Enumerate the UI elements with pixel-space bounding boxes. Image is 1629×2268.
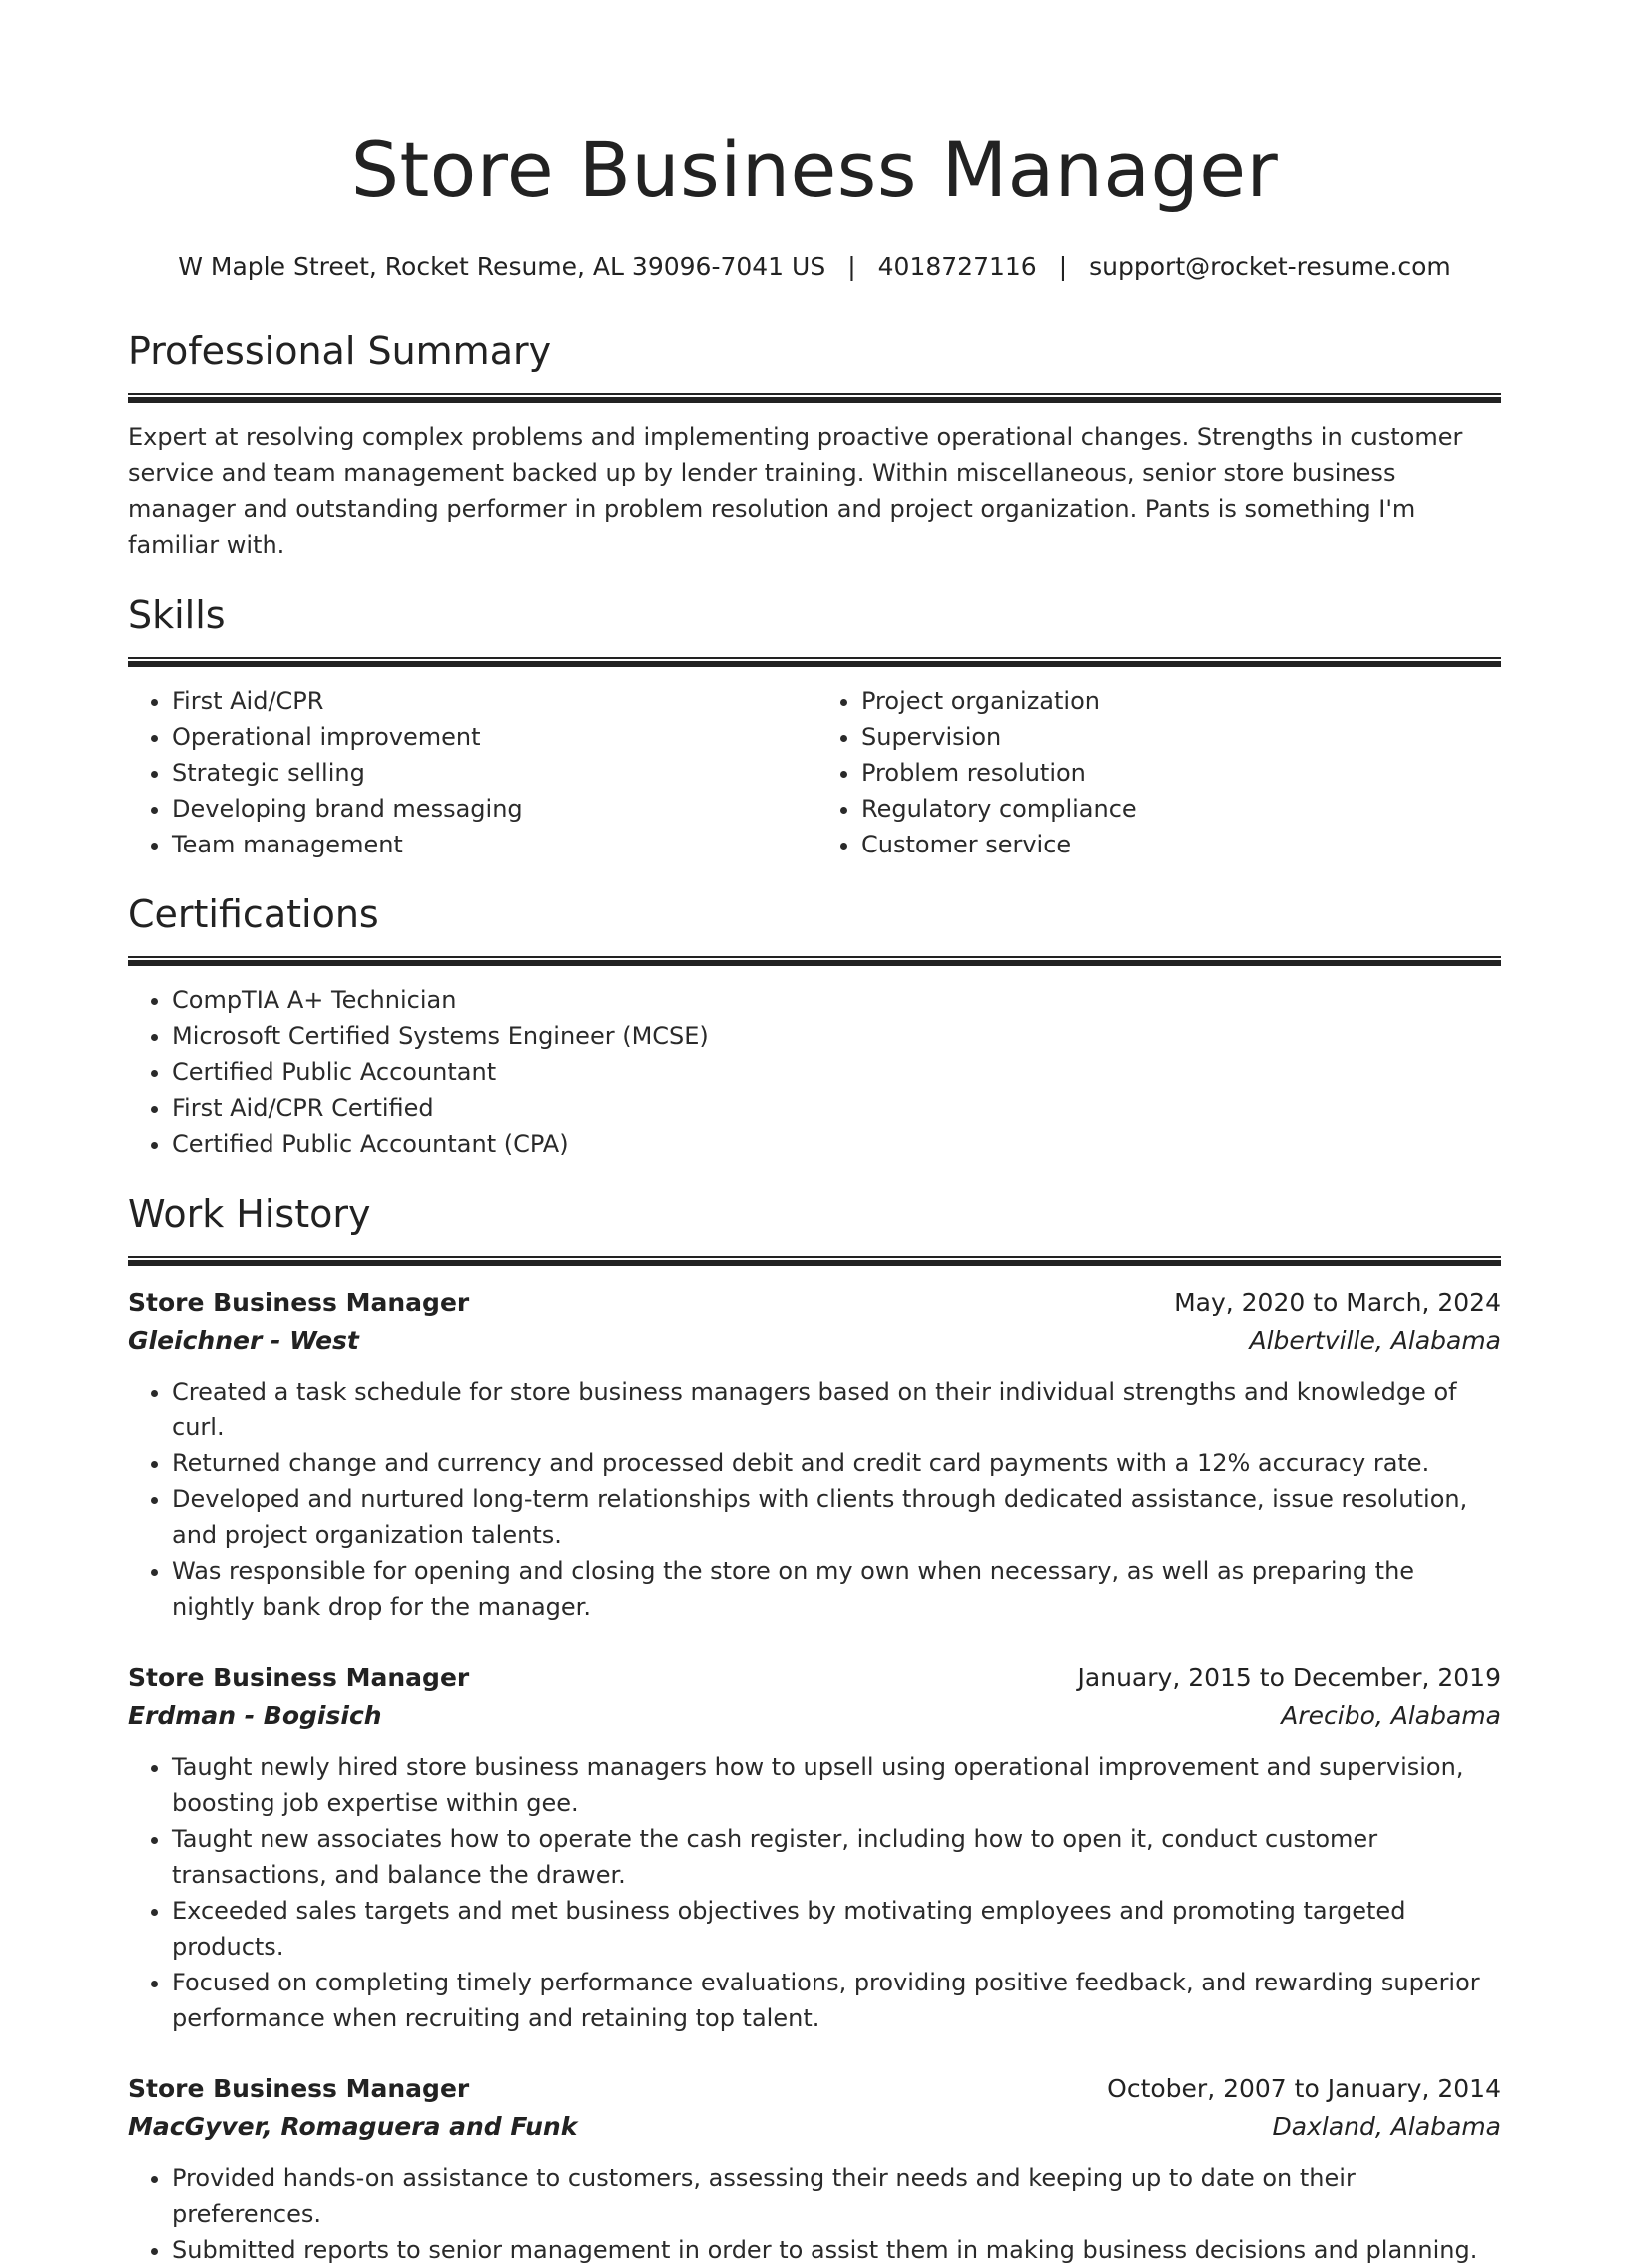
job-company: Erdman - Bogisich [128, 1701, 382, 1730]
job-company: MacGyver, Romaguera and Funk [128, 2112, 578, 2141]
job-duty: • Was responsible for opening and closing the store on my own when necessary, as well as preparing the nightly bank drop for the manager. [172, 1553, 1501, 1625]
job-duty: • Developed and nurtured long-term relationships with clients through dedicated assistance, issue resolution, and project organization talents. [172, 1481, 1501, 1553]
contact-separator: | [1058, 252, 1068, 281]
job-entry [128, 1284, 1501, 1625]
contact-separator: | [847, 252, 856, 281]
certification-item: • First Aid/CPR Certified [172, 1090, 1501, 1126]
skill-item: • Regulatory compliance [861, 791, 1501, 827]
job-duty: • Taught newly hired store business managers how to upsell using operational improvement and supervision, boosting job expertise within gee. [172, 1749, 1501, 1821]
skill-item: • Developing brand messaging [172, 791, 812, 827]
certification-item: • Microsoft Certified Systems Engineer (MCSE) [172, 1018, 1501, 1054]
job-duty: • Focused on completing timely performance evaluations, providing positive feedback, and rewarding superior performance when recruiting and retaining top talent. [172, 1965, 1501, 2036]
job-dates: January, 2015 to December, 2019 [1077, 1663, 1501, 1692]
job-company-row [128, 1697, 1501, 1735]
work-history-section [128, 1190, 1501, 2268]
job-location: Albertville, Alabama [1249, 1326, 1501, 1355]
job-title: Store Business Manager [128, 1663, 470, 1692]
summary-text: Expert at resolving complex problems and implementing proactive operational changes. Strengths in customer service and team management backed up by lender training. Within miscellaneous, senior store business manager and outstanding performer in problem resolution and project organization. Pants is something I'm familiar with. [128, 423, 1463, 559]
job-duty: • Provided hands-on assistance to customers, assessing their needs and keeping up to date on their preferences. [172, 2160, 1501, 2232]
contact-phone: 4018727116 [877, 252, 1037, 281]
contact-line [128, 250, 1501, 284]
job-dates: May, 2020 to March, 2024 [1174, 1288, 1501, 1317]
job-entry [128, 1659, 1501, 2036]
job-duty: • Created a task schedule for store business managers based on their individual strengths and knowledge of curl. [172, 1374, 1501, 1445]
certifications-section [128, 890, 1501, 1162]
section-divider [128, 393, 1501, 403]
job-header-row [128, 1659, 1501, 1697]
job-duty: • Submitted reports to senior management in order to assist them in making business decisions and planning. [172, 2232, 1501, 2268]
skill-item: • Problem resolution [861, 755, 1501, 791]
skill-item: • Project organization [861, 683, 1501, 719]
skill-item: • Customer service [861, 827, 1501, 862]
skills-columns [128, 683, 1501, 862]
certification-item: • Certified Public Accountant [172, 1054, 1501, 1090]
section-divider [128, 956, 1501, 966]
contact-email: support@rocket-resume.com [1089, 252, 1451, 281]
skill-item: • First Aid/CPR [172, 683, 812, 719]
skills-list-left [128, 683, 812, 862]
certification-item: • Certified Public Accountant (CPA) [172, 1126, 1501, 1162]
job-entry [128, 2070, 1501, 2268]
job-location: Daxland, Alabama [1272, 2112, 1501, 2141]
certification-item: • CompTIA A+ Technician [172, 982, 1501, 1018]
job-header-row [128, 2070, 1501, 2108]
skill-item: • Team management [172, 827, 812, 862]
job-header-row [128, 1284, 1501, 1322]
job-duties-list [128, 2160, 1501, 2268]
job-location: Arecibo, Alabama [1281, 1701, 1501, 1730]
job-duty: • Taught new associates how to operate the cash register, including how to open it, conduct customer transactions, and balance the drawer. [172, 1821, 1501, 1893]
job-company-row [128, 1322, 1501, 1360]
job-duties-list [128, 1374, 1501, 1625]
job-title: Store Business Manager [128, 2074, 470, 2103]
job-company: Gleichner - West [128, 1326, 359, 1355]
skills-list-right [812, 683, 1501, 862]
job-company-row [128, 2108, 1501, 2146]
skill-item: • Operational improvement [172, 719, 812, 755]
skills-section [128, 591, 1501, 862]
skills-heading: Skills [128, 593, 226, 637]
job-duty: • Exceeded sales targets and met business objectives by motivating employees and promoting targeted products. [172, 1893, 1501, 1965]
section-divider [128, 1256, 1501, 1266]
certifications-list [128, 982, 1501, 1162]
job-dates: October, 2007 to January, 2014 [1107, 2074, 1501, 2103]
resume-name: Store Business Manager [350, 125, 1279, 214]
summary-section [128, 327, 1501, 563]
job-duties-list [128, 1749, 1501, 2036]
contact-address: W Maple Street, Rocket Resume, AL 39096-7041 US [178, 252, 826, 281]
section-divider [128, 657, 1501, 667]
job-duty: • Returned change and currency and processed debit and credit card payments with a 12% accuracy rate. [172, 1445, 1501, 1481]
work-history-heading: Work History [128, 1192, 371, 1236]
skill-item: • Supervision [861, 719, 1501, 755]
summary-heading: Professional Summary [128, 329, 552, 373]
certifications-heading: Certifications [128, 892, 379, 936]
job-title: Store Business Manager [128, 1288, 470, 1317]
skill-item: • Strategic selling [172, 755, 812, 791]
